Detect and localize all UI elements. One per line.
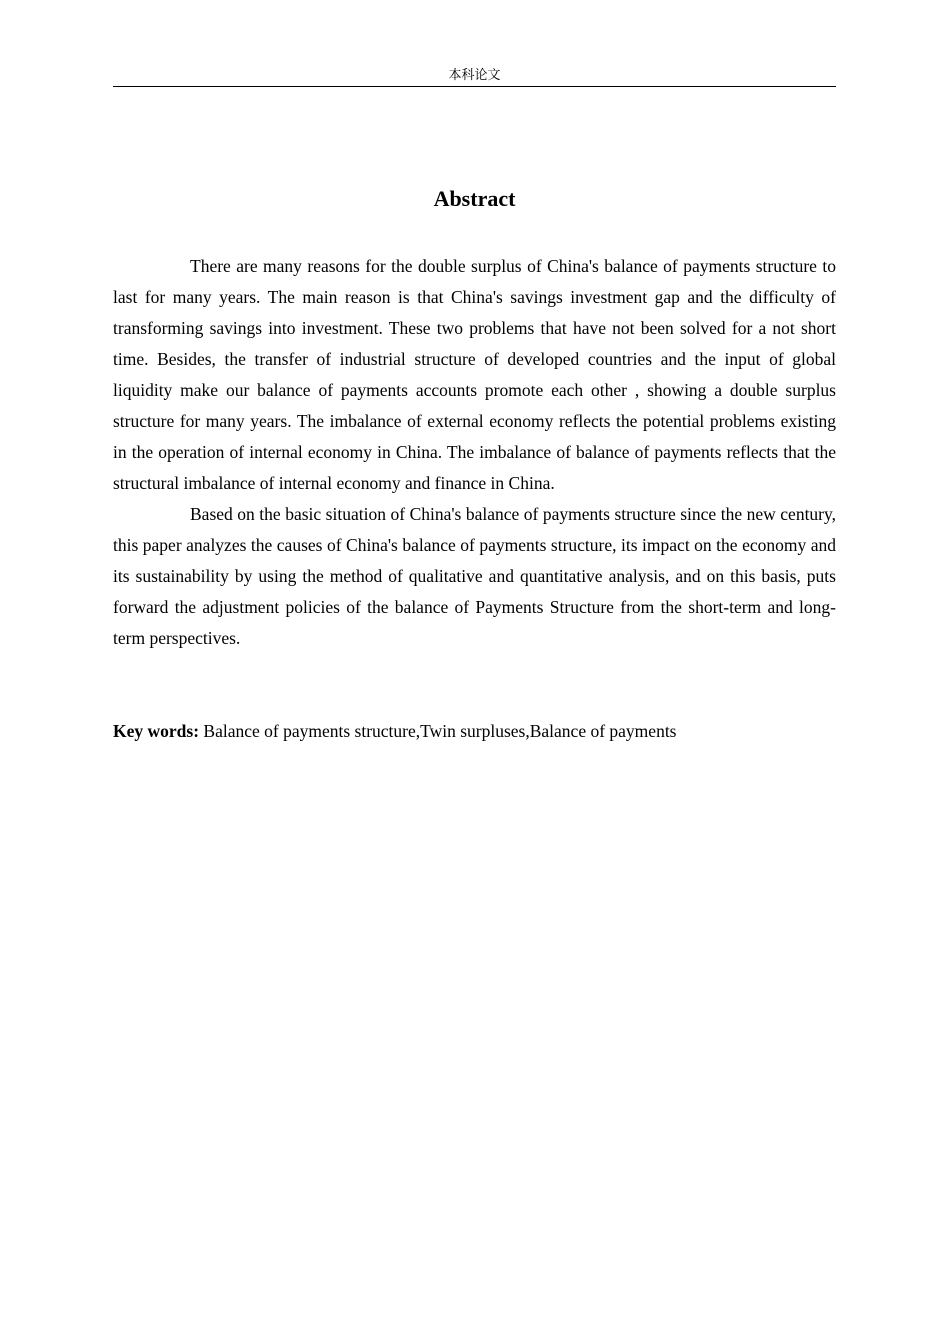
abstract-paragraph-1: There are many reasons for the double surplus of China's balance of payments structure to last for many years. The main reason is that China's savings investment gap and the difficulty of transforming savings into investment. These two problems that have not been solved for a not short time. Besides, the transfer of industrial structure of developed countries and the input of global liquidity make our balance of payments accounts promote each other , showing a double surplus structure for many years. The imbalance of external economy reflects the potential problems existing in the operation of internal economy in China. The imbalance of balance of payments reflects that the structural imbalance of internal economy and finance in China. [113, 256, 836, 493]
keywords-line [113, 716, 836, 747]
header-text: 本科论文 [448, 68, 501, 83]
keywords-text: Balance of payments structure,Twin surpluses,Balance of payments [199, 721, 677, 741]
abstract-title: Abstract [433, 186, 516, 211]
abstract-body [113, 251, 836, 654]
page-header [113, 66, 836, 87]
keywords-label: Key words: [113, 721, 200, 741]
abstract-paragraph-2: Based on the basic situation of China's balance of payments structure since the new century, this paper analyzes the causes of China's balance of payments structure, its impact on the economy and its sustainability by using the method of qualitative and quantitative analysis, and on this basis, puts forward the adjustment policies of the balance of Payments Structure from the short-term and long-term perspectives. [113, 504, 836, 648]
